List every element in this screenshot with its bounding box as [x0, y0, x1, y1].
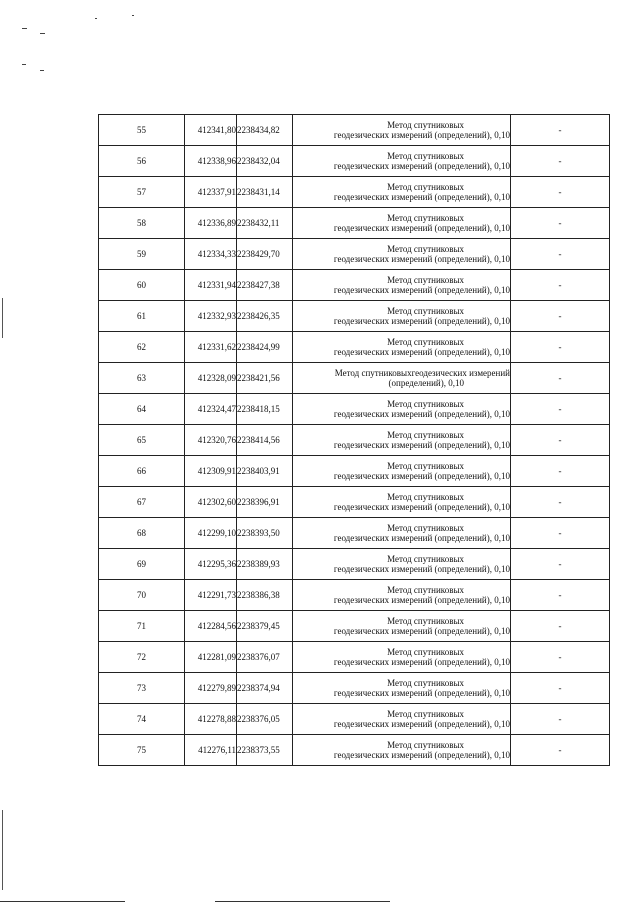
point-number: 74 — [99, 704, 185, 735]
table-row — [99, 394, 610, 425]
point-number: 55 — [99, 115, 185, 146]
point-number: 62 — [99, 332, 185, 363]
note-cell: - — [511, 611, 610, 642]
note-cell: - — [511, 177, 610, 208]
method-line-1: Метод спутниковых — [387, 306, 464, 316]
method-line-1: Метод спутниковых — [387, 275, 464, 285]
coordinate-x: 412336,89 — [185, 208, 237, 239]
method-line-2: геодезических измерений (определений), 0,10 — [333, 440, 510, 450]
note-cell: - — [511, 239, 610, 270]
coordinate-y: 2238396,91 — [237, 487, 293, 518]
point-number: 58 — [99, 208, 185, 239]
scan-margin-mark — [2, 298, 3, 338]
method-line-2: геодезических измерений (определений), 0,10 — [333, 595, 510, 605]
point-number: 66 — [99, 456, 185, 487]
coordinates-table — [98, 114, 610, 766]
coordinate-y: 2238432,11 — [237, 208, 293, 239]
coordinate-y: 2238429,70 — [237, 239, 293, 270]
method-line-1: Метод спутниковых — [387, 399, 464, 409]
table-row — [99, 673, 610, 704]
method-line-1: Метод спутниковых — [387, 337, 464, 347]
table-row — [99, 363, 610, 394]
method-line-1: Метод спутниковых — [387, 647, 464, 657]
note-cell: - — [511, 425, 610, 456]
note-cell: - — [511, 270, 610, 301]
coordinate-y: 2238424,99 — [237, 332, 293, 363]
coordinates-table-body — [99, 115, 610, 766]
method-line-2: геодезических измерений (определений), 0,10 — [333, 471, 510, 481]
method-cell — [293, 332, 511, 363]
method-line-2: геодезических измерений (определений), 0,10 — [333, 130, 510, 140]
scan-speck — [22, 64, 26, 65]
coordinate-y: 2238373,55 — [237, 735, 293, 766]
method-line-2: геодезических измерений (определений), 0,10 — [333, 161, 510, 171]
method-line-1: Метод спутниковых — [387, 585, 464, 595]
point-number: 60 — [99, 270, 185, 301]
method-line-2: геодезических измерений (определений), 0,10 — [333, 657, 510, 667]
scan-speck — [132, 15, 134, 16]
method-cell — [293, 735, 511, 766]
method-line-1: Метод спутниковых — [387, 120, 464, 130]
point-number: 63 — [99, 363, 185, 394]
method-line-2: геодезических измерений (определений), 0,10 — [333, 409, 510, 419]
scan-bottom-line — [0, 901, 125, 902]
note-cell: - — [511, 549, 610, 580]
coordinate-y: 2238374,94 — [237, 673, 293, 704]
coordinate-y: 2238432,04 — [237, 146, 293, 177]
coordinate-x: 412331,62 — [185, 332, 237, 363]
point-number: 65 — [99, 425, 185, 456]
note-cell: - — [511, 146, 610, 177]
method-cell — [293, 301, 511, 332]
method-line-1: Метод спутниковых — [387, 492, 464, 502]
coordinate-x: 412338,96 — [185, 146, 237, 177]
scan-speck — [95, 18, 97, 19]
method-line-2: (определений), 0,10 — [388, 378, 464, 388]
table-row — [99, 115, 610, 146]
coordinate-y: 2238393,50 — [237, 518, 293, 549]
coordinate-x: 412320,76 — [185, 425, 237, 456]
coordinate-x: 412302,60 — [185, 487, 237, 518]
note-cell: - — [511, 332, 610, 363]
method-cell — [293, 611, 511, 642]
method-line-2: геодезических измерений (определений), 0,10 — [333, 719, 510, 729]
coordinate-y: 2238376,07 — [237, 642, 293, 673]
method-cell — [293, 146, 511, 177]
method-cell — [293, 518, 511, 549]
point-number: 59 — [99, 239, 185, 270]
method-line-2: геодезических измерений (определений), 0,10 — [333, 223, 510, 233]
coordinate-x: 412309,91 — [185, 456, 237, 487]
coordinate-x: 412341,80 — [185, 115, 237, 146]
point-number: 56 — [99, 146, 185, 177]
point-number: 64 — [99, 394, 185, 425]
method-line-1: Метод спутниковых — [387, 430, 464, 440]
method-line-1: Метод спутниковых — [387, 523, 464, 533]
method-line-2: геодезических измерений (определений), 0,10 — [333, 750, 510, 760]
coordinate-y: 2238426,35 — [237, 301, 293, 332]
method-line-1: Метод спутниковых — [387, 554, 464, 564]
note-cell: - — [511, 642, 610, 673]
scan-speck — [40, 33, 45, 34]
method-line-2: геодезических измерений (определений), 0,10 — [333, 347, 510, 357]
note-cell: - — [511, 673, 610, 704]
method-line-1: Метод спутниковых — [387, 709, 464, 719]
coordinate-y: 2238376,05 — [237, 704, 293, 735]
method-cell — [293, 208, 511, 239]
table-row — [99, 487, 610, 518]
table-row — [99, 518, 610, 549]
method-cell — [293, 239, 511, 270]
method-line-1: Метод спутниковых — [387, 182, 464, 192]
coordinate-x: 412295,36 — [185, 549, 237, 580]
table-row — [99, 704, 610, 735]
method-cell — [293, 363, 511, 394]
point-number: 71 — [99, 611, 185, 642]
method-line-1: Метод спутниковых — [387, 616, 464, 626]
point-number: 72 — [99, 642, 185, 673]
scan-bottom-line — [215, 901, 390, 902]
point-number: 70 — [99, 580, 185, 611]
table-row — [99, 177, 610, 208]
method-line-1: Метод спутниковых — [387, 244, 464, 254]
table-row — [99, 611, 610, 642]
note-cell: - — [511, 363, 610, 394]
table-row — [99, 642, 610, 673]
coordinate-x: 412332,93 — [185, 301, 237, 332]
method-line-1: Метод спутниковых — [387, 678, 464, 688]
method-line-2: геодезических измерений (определений), 0,10 — [333, 564, 510, 574]
scan-speck — [22, 28, 27, 29]
note-cell: - — [511, 115, 610, 146]
point-number: 73 — [99, 673, 185, 704]
note-cell: - — [511, 394, 610, 425]
coordinate-x: 412324,47 — [185, 394, 237, 425]
coordinate-y: 2238421,56 — [237, 363, 293, 394]
method-cell — [293, 270, 511, 301]
method-line-1: Метод спутниковыхгеодезических измерений — [334, 368, 510, 378]
scan-margin-mark — [2, 810, 3, 890]
method-line-2: геодезических измерений (определений), 0,10 — [333, 688, 510, 698]
coordinate-y: 2238389,93 — [237, 549, 293, 580]
method-line-2: геодезических измерений (определений), 0,10 — [333, 626, 510, 636]
method-cell — [293, 456, 511, 487]
coordinate-x: 412328,09 — [185, 363, 237, 394]
point-number: 67 — [99, 487, 185, 518]
table-row — [99, 456, 610, 487]
scan-speck — [40, 70, 44, 71]
coordinate-y: 2238418,15 — [237, 394, 293, 425]
method-cell — [293, 642, 511, 673]
table-row — [99, 270, 610, 301]
table-row — [99, 146, 610, 177]
method-line-2: геодезических измерений (определений), 0,10 — [333, 254, 510, 264]
coordinate-y: 2238434,82 — [237, 115, 293, 146]
point-number: 57 — [99, 177, 185, 208]
point-number: 68 — [99, 518, 185, 549]
coordinate-x: 412276,11 — [185, 735, 237, 766]
coordinate-y: 2238403,91 — [237, 456, 293, 487]
table-row — [99, 549, 610, 580]
method-line-2: геодезических измерений (определений), 0,10 — [333, 316, 510, 326]
note-cell: - — [511, 735, 610, 766]
table-row — [99, 239, 610, 270]
coordinate-y: 2238431,14 — [237, 177, 293, 208]
method-line-2: геодезических измерений (определений), 0,10 — [333, 285, 510, 295]
point-number: 75 — [99, 735, 185, 766]
method-line-1: Метод спутниковых — [387, 461, 464, 471]
coordinate-y: 2238414,56 — [237, 425, 293, 456]
note-cell: - — [511, 518, 610, 549]
method-cell — [293, 177, 511, 208]
table-row — [99, 208, 610, 239]
note-cell: - — [511, 580, 610, 611]
note-cell: - — [511, 456, 610, 487]
table-row — [99, 301, 610, 332]
point-number: 69 — [99, 549, 185, 580]
coordinate-x: 412331,94 — [185, 270, 237, 301]
method-line-1: Метод спутниковых — [387, 213, 464, 223]
note-cell: - — [511, 704, 610, 735]
table-row — [99, 332, 610, 363]
note-cell: - — [511, 301, 610, 332]
method-cell — [293, 487, 511, 518]
coordinate-x: 412334,33 — [185, 239, 237, 270]
coordinate-y: 2238386,38 — [237, 580, 293, 611]
coordinate-x: 412284,56 — [185, 611, 237, 642]
method-line-1: Метод спутниковых — [387, 740, 464, 750]
table-row — [99, 580, 610, 611]
method-cell — [293, 673, 511, 704]
note-cell: - — [511, 208, 610, 239]
coordinate-x: 412278,88 — [185, 704, 237, 735]
note-cell: - — [511, 487, 610, 518]
method-line-2: геодезических измерений (определений), 0,10 — [333, 533, 510, 543]
method-cell — [293, 425, 511, 456]
method-cell — [293, 704, 511, 735]
coordinate-x: 412337,91 — [185, 177, 237, 208]
coordinate-x: 412291,73 — [185, 580, 237, 611]
method-cell — [293, 549, 511, 580]
method-cell — [293, 115, 511, 146]
table-row — [99, 425, 610, 456]
coordinate-x: 412281,09 — [185, 642, 237, 673]
table-row — [99, 735, 610, 766]
method-cell — [293, 580, 511, 611]
method-line-2: геодезических измерений (определений), 0,10 — [333, 502, 510, 512]
method-cell — [293, 394, 511, 425]
point-number: 61 — [99, 301, 185, 332]
method-line-1: Метод спутниковых — [387, 151, 464, 161]
coordinate-y: 2238379,45 — [237, 611, 293, 642]
coordinate-x: 412279,89 — [185, 673, 237, 704]
coordinate-y: 2238427,38 — [237, 270, 293, 301]
method-line-2: геодезических измерений (определений), 0,10 — [333, 192, 510, 202]
coordinate-x: 412299,10 — [185, 518, 237, 549]
